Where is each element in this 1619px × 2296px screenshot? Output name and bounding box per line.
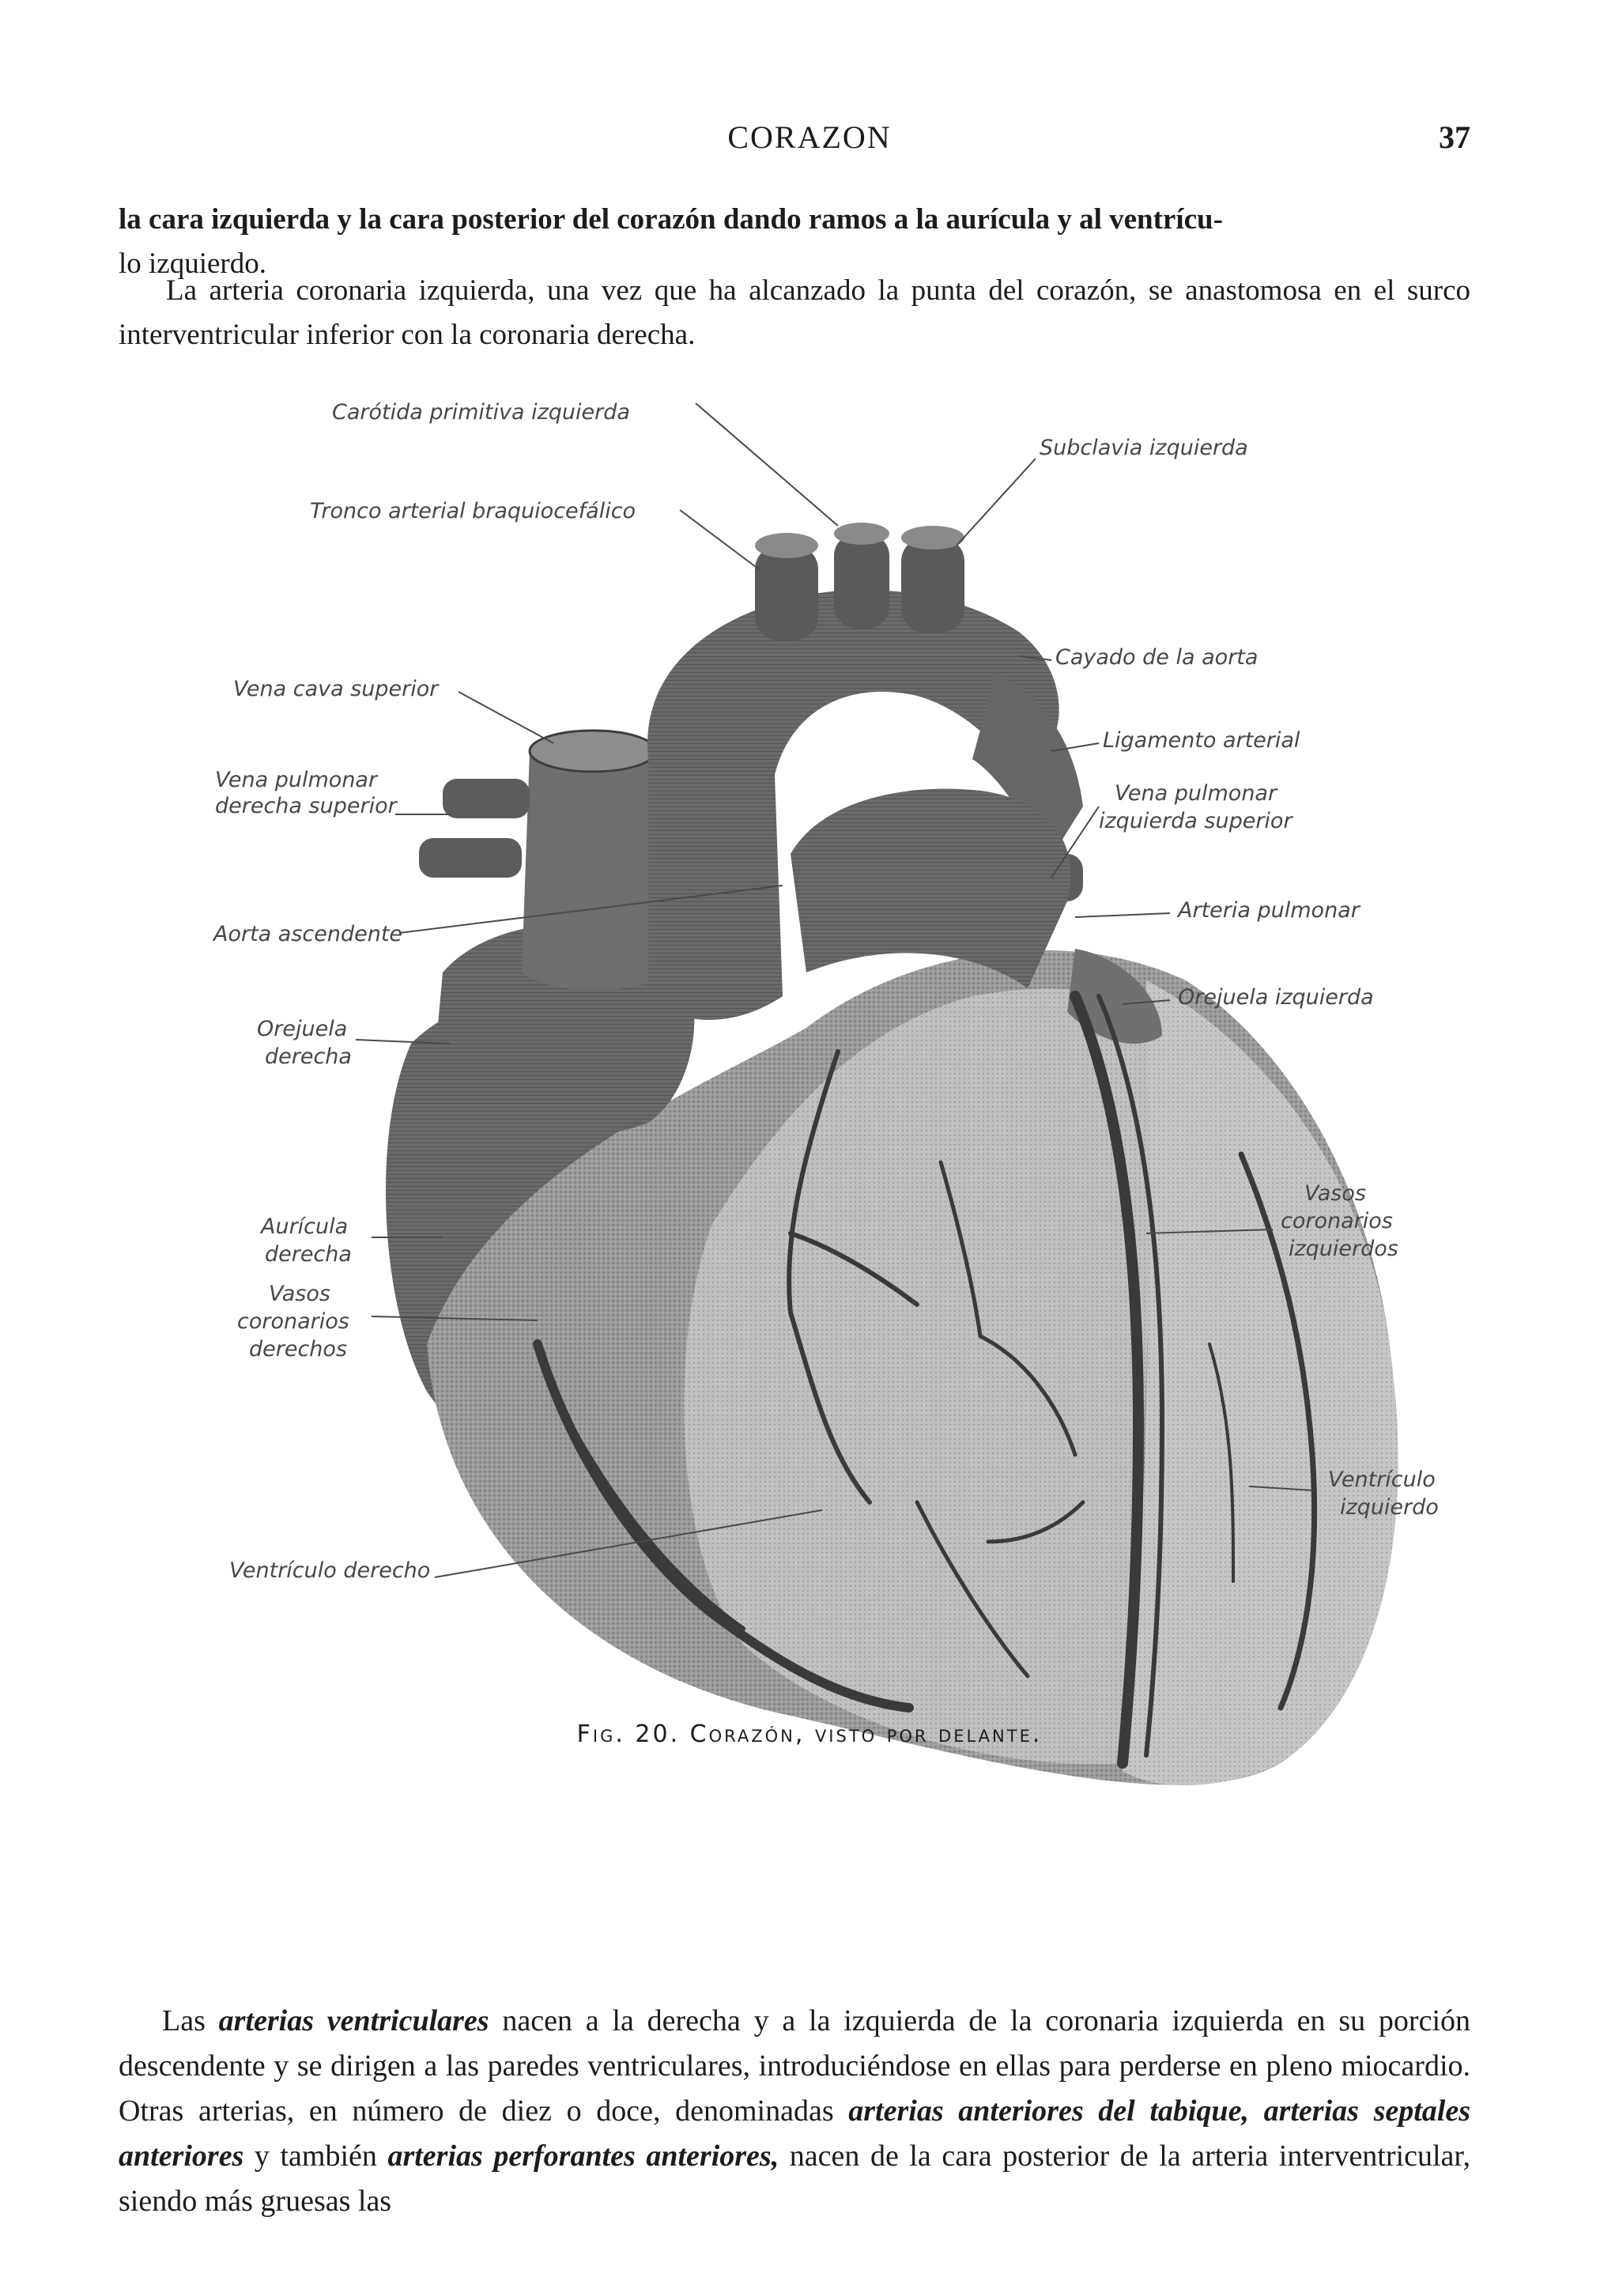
label-ligamento: Ligamento arterial [1103, 728, 1300, 753]
label-vena-cava: Vena cava superior [233, 677, 439, 701]
label-vasos-der-3: derechos [249, 1337, 348, 1361]
label-auricula-2: derecha [265, 1242, 352, 1267]
body-text-4: nacen de la cara posterior de la arteria interventricular, siendo más gruesas las [119, 2139, 1470, 2218]
label-arteria-pulmonar: Arteria pulmonar [1178, 898, 1360, 923]
label-vena-pulmonar-izq-1: Vena pulmonar [1115, 781, 1277, 806]
label-carotida: Carótida primitiva izquierda [332, 400, 630, 425]
left-subclavian [901, 538, 964, 633]
label-vasos-der-2: coronarios [237, 1309, 349, 1334]
label-vena-pulmonar-izq-2: izquierda superior [1099, 809, 1293, 833]
label-vasos-izq-2: coronarios [1281, 1209, 1393, 1233]
label-aorta-ascendente: Aorta ascendente [213, 922, 403, 946]
page-number: 37 [1439, 119, 1470, 155]
label-cayado-aorta: Cayado de la aorta [1055, 645, 1259, 670]
label-vena-pulmonar-der-2: derecha superior [215, 794, 397, 818]
body-text-2: nacen a la derecha y a la izquierda de la coronaria izquierda en su porción descendente y se dirigen a las paredes ventriculares, introduciéndose en ellas para perderse en pleno miocardio. Otras arterias, en número de diez o doce, denominadas [119, 2004, 1470, 2128]
body-paragraph [119, 1999, 1470, 2224]
label-subclavia: Subclavia izquierda [1040, 436, 1248, 460]
label-ventriculo-der: Ventrículo derecho [229, 1558, 431, 1583]
label-orejuela-der-1: Orejuela [257, 1017, 348, 1041]
intro-paragraph-anastomosis: La arteria coronaria izquierda, una vez que ha alcanzado la punta del corazón, se anastomosa en el surco interventricular inferior con la coronaria derecha. [119, 274, 1470, 351]
heart-illustration [386, 523, 1398, 1785]
pulmonary-trunk [791, 789, 1070, 988]
right-pulmonary-vein [443, 779, 530, 818]
label-vasos-izq-3: izquierdos [1289, 1237, 1398, 1261]
figure-caption: Fig. 20. Corazón, visto por delante. [576, 1720, 1043, 1748]
intro-line-rest: lo izquierdo. [119, 247, 267, 280]
brachiocephalic-trunk [755, 546, 818, 640]
label-vasos-der-1: Vasos [269, 1282, 330, 1306]
intro-line-bold: la cara izquierda y la cara posterior del corazón dando ramos a la aurícula y al ventrícu- [119, 203, 1223, 236]
body-term-perforantes: arterias perforantes anteriores, [387, 2139, 779, 2173]
label-vasos-izq-1: Vasos [1304, 1181, 1366, 1206]
body-text-3: y también [243, 2139, 388, 2173]
label-ventriculo-izq-1: Ventrículo [1328, 1467, 1436, 1492]
body-term-ventriculares: arterias ventriculares [218, 2004, 489, 2037]
body-text-1: Las [162, 2004, 219, 2037]
body-term-septales: arterias anteriores del tabique, arterias septales anteriores [119, 2094, 1470, 2173]
label-orejuela-der-2: derecha [265, 1044, 352, 1069]
left-common-carotid [834, 534, 889, 629]
label-orejuela-izq: Orejuela izquierda [1178, 985, 1374, 1010]
label-ventriculo-izq-2: izquierdo [1340, 1495, 1439, 1520]
svc-opening [530, 731, 656, 772]
running-head: CORAZON [727, 119, 892, 155]
label-tronco-arterial: Tronco arterial braquiocefálico [310, 499, 636, 523]
label-vena-pulmonar-der-1: Vena pulmonar [215, 768, 378, 792]
label-auricula-1: Aurícula [261, 1214, 349, 1239]
